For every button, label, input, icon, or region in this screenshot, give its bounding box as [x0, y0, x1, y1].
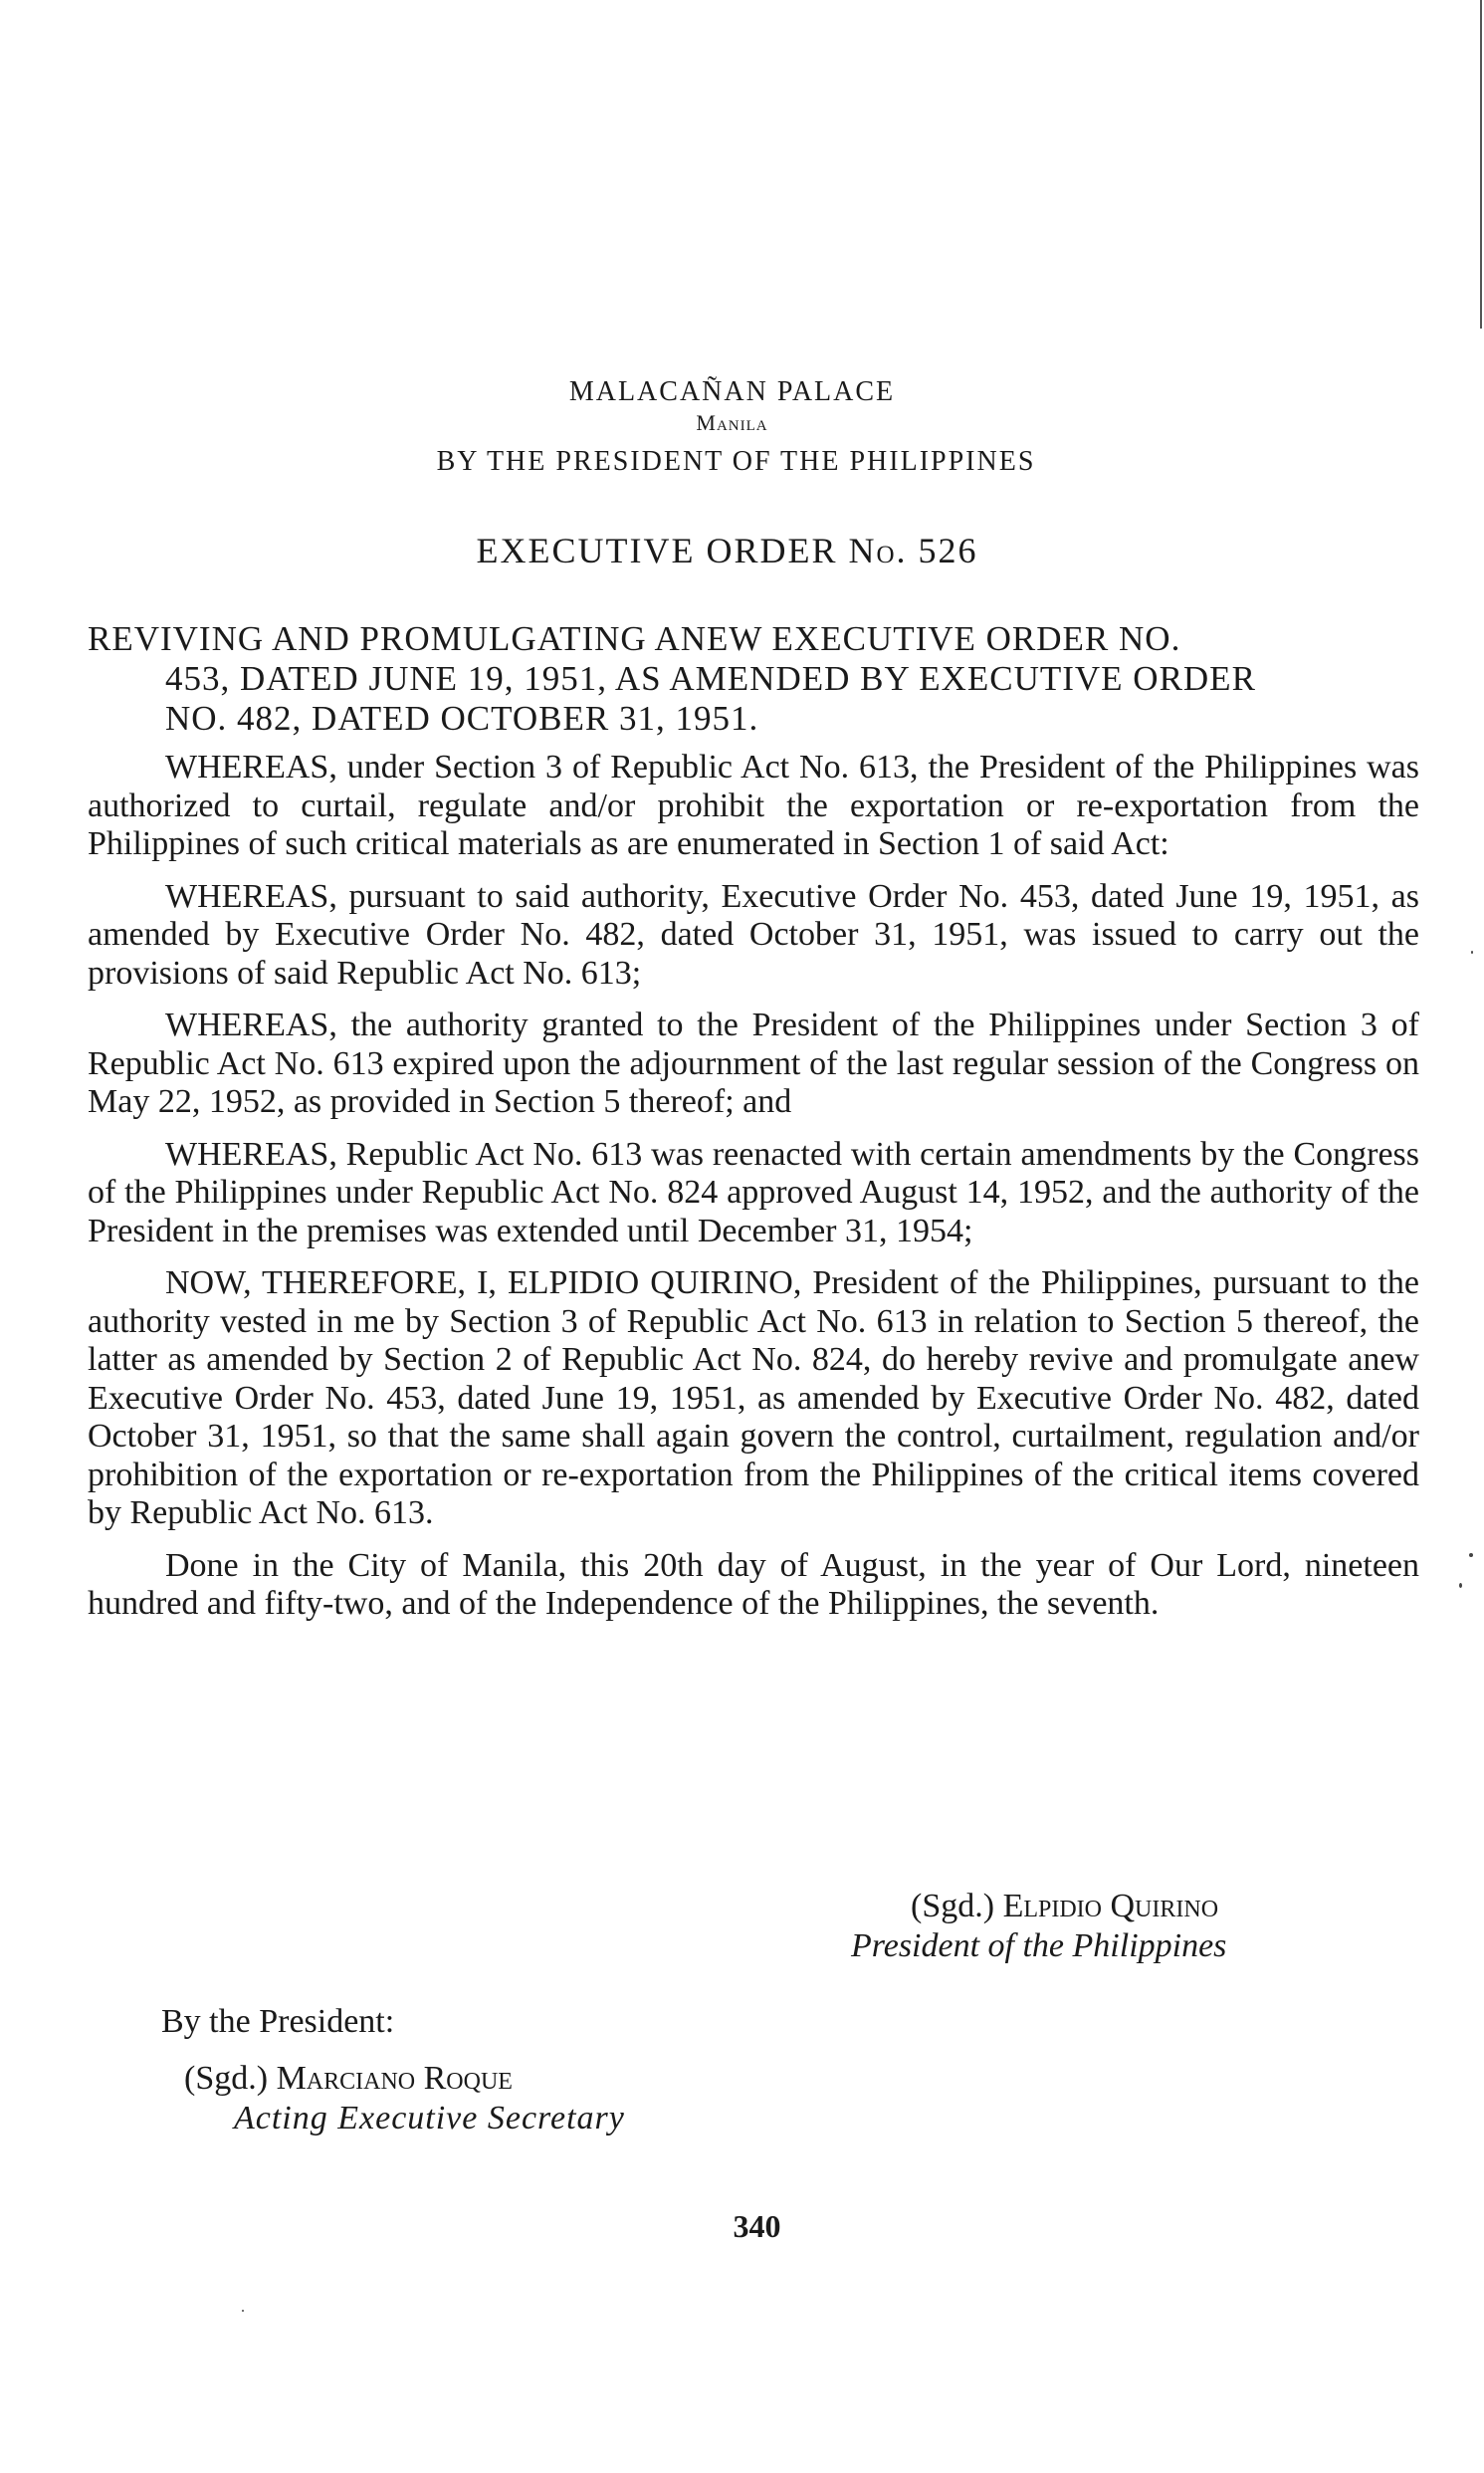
- page-number: 340: [733, 2208, 781, 2244]
- executive-order-title: [0, 530, 1469, 571]
- secretary-sgd-label: (Sgd.): [184, 2060, 269, 2097]
- by-president-heading: BY THE PRESIDENT OF THE PHILIPPINES: [436, 446, 1036, 477]
- order-body: [88, 749, 1419, 1638]
- whereas-paragraph-4: WHEREAS, Republic Act No. 613 was reenacted with certain amendments by the Congress of the Philippines under Republic Act No. 824 approved August 14, 1952, and the authority of the President in the premises was extended until December 31, 1954;: [88, 1135, 1419, 1249]
- executive-order-title-prefix: EXECUTIVE ORDER: [476, 531, 838, 570]
- whereas-paragraph-2: WHEREAS, pursuant to said authority, Executive Order No. 453, dated June 19, 1951, as amended by Executive Order No. 482, dated October 31, 1951, was issued to carry out the provisions of said Republic Act No. 613;: [88, 877, 1419, 992]
- whereas-paragraph-1: WHEREAS, under Section 3 of Republic Act No. 613, the President of the Philippines was authorized to curtail, regulate and/or prohibit the exportation or re-exportation from the Philippines of such critical materials as are enumerated in Section 1 of said Act:: [88, 749, 1419, 862]
- secretary-signature-line: [184, 2059, 625, 2099]
- subject-line-1: REVIVING AND PROMULGATING ANEW EXECUTIVE ORDER NO.: [88, 619, 1181, 658]
- scan-speck: [1459, 1583, 1462, 1588]
- president-name: Elpidio Quirino: [1002, 1888, 1219, 1924]
- palace-heading: MALACAÑAN PALACE: [568, 376, 896, 407]
- now-therefore-paragraph: NOW, THEREFORE, I, ELPIDIO QUIRINO, President of the Philippines, pursuant to the authority vested in me by Section 3 of Republic Act No. 613 in relation to Section 5 thereof, the latter as amended by Section 2 of Republic Act No. 824, do hereby revive and promulgate anew Executive Order No. 453, dated June 19, 1951, as amended by Executive Order No. 482, dated October 31, 1951, so that the same shall again govern the control, curtailment, regulation and/or prohibition of the exportation or re-exportation from the Philippines of the critical items covered by Republic Act No. 613.: [88, 1264, 1419, 1531]
- scan-speck: [1469, 1553, 1473, 1557]
- by-the-president-label: By the President:: [161, 2003, 395, 2040]
- secretary-name: Marciano Roque: [276, 2060, 513, 2097]
- done-paragraph: Done in the City of Manila, this 20th day of August, in the year of Our Lord, nineteen hundred and fifty-two, and of the Independence of the Philippines, the seventh.: [88, 1546, 1419, 1622]
- whereas-paragraph-3: WHEREAS, the authority granted to the President of the Philippines under Section 3 of Republic Act No. 613 expired upon the adjournment of the last regular session of the Congress on May 22, 1952, as provided in Section 5 thereof; and: [88, 1007, 1419, 1120]
- scan-speck: [1471, 951, 1473, 954]
- subject-line-2: 453, DATED JUNE 19, 1951, AS AMENDED BY EXECUTIVE ORDER: [165, 659, 1256, 698]
- scan-edge-line: [1480, 0, 1482, 329]
- subject-line-3: NO. 482, DATED OCTOBER 31, 1951.: [165, 699, 759, 738]
- president-signature-line: [851, 1887, 1408, 1926]
- secretary-title: Acting Executive Secretary: [234, 2100, 625, 2136]
- city-heading: Manila: [696, 410, 768, 435]
- president-sgd-label: (Sgd.): [911, 1888, 995, 1924]
- secretary-signature-block: [184, 2059, 625, 2138]
- president-signature-block: [851, 1887, 1408, 1966]
- scan-speck: [242, 2310, 244, 2312]
- executive-order-number: No. 526: [848, 531, 978, 570]
- president-title: President of the Philippines: [851, 1927, 1227, 1964]
- order-subject-heading: [88, 619, 1421, 739]
